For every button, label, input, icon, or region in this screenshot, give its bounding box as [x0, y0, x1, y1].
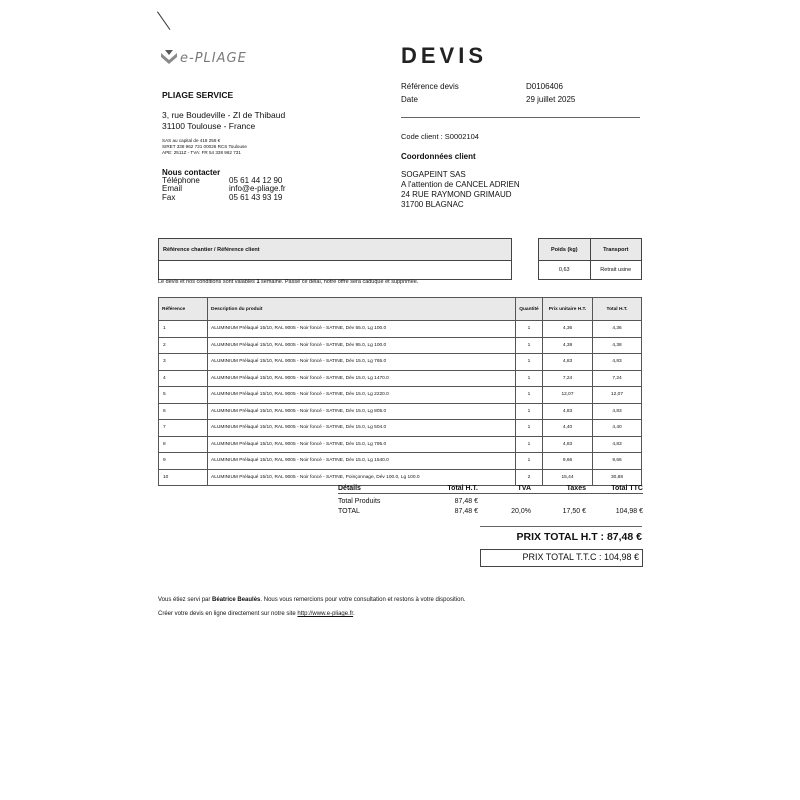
prix-total-ht: PRIX TOTAL H.T : 87,48 €	[516, 531, 642, 543]
table-row	[159, 321, 642, 338]
cell-unit-price: 4,83	[543, 354, 593, 371]
company-address-line2: 31100 Toulouse - France	[162, 121, 256, 131]
cell-reference: 7	[159, 420, 208, 437]
items-table	[158, 297, 642, 486]
client-heading: Coordonnées client	[401, 152, 476, 161]
cell-total-ht: 4,83	[593, 403, 642, 420]
footer-line2-prefix: Créer votre devis en ligne directement sur notre site	[158, 611, 298, 617]
cell-total-ht: 7,24	[593, 370, 642, 387]
website-link[interactable]: http://www.e-pliage.fr	[297, 611, 354, 617]
chantier-value	[159, 261, 512, 280]
cell-quantity: 1	[516, 403, 543, 420]
cell-quantity: 1	[516, 370, 543, 387]
cell-total-ht: 12,07	[593, 387, 642, 404]
cell-description: ALUMINIUM Prélaqué 15/10, RAL 9005 - Noir foncé - SATINE, Dév 95.0, Lg 100.0	[208, 337, 516, 354]
phone-label: Téléphone	[162, 176, 200, 185]
validity-prefix: Le devis et nos conditions sont valables	[158, 279, 257, 285]
cell-description: ALUMINIUM Prélaqué 15/10, RAL 9005 - Noir foncé - SATINE, Dév 55.0, Lg 100.0	[208, 321, 516, 338]
totals-header-total-ht: Total H.T.	[447, 484, 478, 492]
validity-duration: 1	[256, 279, 260, 285]
footer-line1	[158, 597, 466, 603]
cell-unit-price: 4,36	[543, 321, 593, 338]
table-row	[159, 337, 642, 354]
company-legal-line3: APE: 2511Z - TVA: FR 54 338 962 731	[162, 150, 241, 155]
document-title: DEVIS	[401, 43, 488, 68]
company-logo	[160, 50, 270, 68]
grand-total-divider	[480, 526, 642, 527]
cell-unit-price: 4,83	[543, 403, 593, 420]
prix-total-ttc-box	[480, 549, 643, 567]
cell-unit-price: 7,24	[543, 370, 593, 387]
footer-line1-prefix: Vous étiez servi par	[158, 597, 213, 603]
cell-total-ht: 4,83	[593, 354, 642, 371]
phone-value: 05 61 44 12 90	[229, 176, 283, 185]
fax-label: Fax	[162, 193, 176, 202]
table-row	[159, 453, 642, 470]
cell-total-ht: 4,83	[593, 436, 642, 453]
client-line3: 24 RUE RAYMOND GRIMAUD	[401, 190, 512, 199]
transport-header: Transport	[590, 239, 642, 261]
items-body	[159, 321, 642, 486]
logo-icon	[160, 50, 178, 66]
cell-reference: 1	[159, 321, 208, 338]
totals-row-products	[338, 496, 643, 506]
client-line2: A l'attention de CANCEL ADRIEN	[401, 180, 520, 189]
totals-products-taxes	[531, 496, 586, 506]
cell-reference: 6	[159, 403, 208, 420]
cell-unit-price: 4,38	[543, 337, 593, 354]
totals-total-tva: 20,0%	[511, 507, 531, 515]
totals-header-row	[338, 483, 643, 494]
totals-products-tva	[478, 496, 531, 506]
cell-unit-price: 4,83	[543, 436, 593, 453]
chantier-header: Référence chantier / Référence client	[159, 239, 512, 261]
cell-description: ALUMINIUM Prélaqué 15/10, RAL 9005 - Noir foncé - SATINE, Dév 15.0, Lg 795.0	[208, 436, 516, 453]
col-header-total-ht: Total H.T.	[593, 298, 642, 321]
date-value: 29 juillet 2025	[526, 95, 576, 104]
totals-header-tva: TVA	[517, 484, 531, 492]
footer-line2	[158, 611, 355, 617]
cell-description: ALUMINIUM Prélaqué 15/10, RAL 9005 - Noir foncé - SATINE, Dév 15.0, Lg 1540.0	[208, 453, 516, 470]
cell-unit-price: 12,07	[543, 387, 593, 404]
header-divider	[401, 117, 640, 118]
totals-header-total-ttc: Total TTC	[611, 484, 643, 492]
email-label: Email	[162, 184, 183, 193]
cell-quantity: 1	[516, 321, 543, 338]
cell-quantity: 1	[516, 436, 543, 453]
cell-quantity: 1	[516, 420, 543, 437]
company-legal-line1: SAS au capital de 418 258 €	[162, 138, 221, 143]
cell-total-ht: 4,36	[593, 321, 642, 338]
table-row	[159, 354, 642, 371]
scan-mark	[157, 11, 170, 30]
totals-total-taxes: 17,50 €	[562, 507, 586, 515]
table-row	[159, 420, 642, 437]
col-header-unit-price: Prix unitaire H.T.	[543, 298, 593, 321]
chantier-reference-table	[158, 238, 512, 280]
company-name: PLIAGE SERVICE	[162, 90, 234, 100]
cell-reference: 2	[159, 337, 208, 354]
cell-total-ht: 4,40	[593, 420, 642, 437]
cell-reference: 5	[159, 387, 208, 404]
cell-unit-price: 15,44	[543, 469, 593, 486]
totals-table	[338, 483, 643, 516]
items-header-row	[159, 298, 642, 321]
logo-text: e-PLIAGE	[180, 51, 247, 66]
company-address-line1: 3, rue Boudeville - ZI de Thibaud	[162, 110, 286, 120]
cell-total-ht: 30,88	[593, 469, 642, 486]
shipping-table	[538, 238, 642, 280]
contact-heading: Nous contacter	[162, 168, 221, 177]
totals-total-ttc: 104,98 €	[615, 507, 643, 515]
cell-quantity: 1	[516, 387, 543, 404]
totals-products-ht: 87,48 €	[454, 497, 478, 505]
table-row	[159, 370, 642, 387]
client-code: Code client : S0002104	[401, 132, 479, 141]
footer-line2-suffix: .	[353, 611, 355, 617]
email-value: info@e-pliage.fr	[229, 184, 286, 193]
col-header-quantity: Quantité	[516, 298, 543, 321]
validity-suffix: semaine. Passé ce délai, notre offre sera caduque et supprimée.	[259, 279, 419, 285]
cell-description: ALUMINIUM Prélaqué 15/10, RAL 9005 - Noir foncé - SATINE, Dév 15.0, Lg 1470.0	[208, 370, 516, 387]
cell-description: ALUMINIUM Prélaqué 15/10, RAL 9005 - Noir foncé - SATINE, Dév 15.0, Lg 504.0	[208, 420, 516, 437]
quote-ref-value: D0106406	[526, 82, 563, 91]
cell-quantity: 2	[516, 469, 543, 486]
salesperson-name: Béatrice Beaulès	[212, 597, 261, 603]
company-legal-line2: SIRET 338 962 731 00026 RCS Toulouse	[162, 144, 247, 149]
cell-description: ALUMINIUM Prélaqué 15/10, RAL 9005 - Noir foncé - SATINE, Poinçonnage, Dév 100.0, Lg 100.0	[208, 469, 516, 486]
cell-description: ALUMINIUM Prélaqué 15/10, RAL 9005 - Noir foncé - SATINE, Dév 15.0, Lg 2220.0	[208, 387, 516, 404]
date-label: Date	[401, 95, 418, 104]
cell-reference: 10	[159, 469, 208, 486]
cell-reference: 9	[159, 453, 208, 470]
cell-total-ht: 9,66	[593, 453, 642, 470]
client-line1: SOGAPEINT SAS	[401, 170, 466, 179]
validity-note	[158, 279, 418, 285]
col-header-reference: Référence	[159, 298, 208, 321]
cell-reference: 4	[159, 370, 208, 387]
weight-value: 0,63	[539, 261, 591, 280]
table-row	[159, 436, 642, 453]
cell-reference: 3	[159, 354, 208, 371]
table-row	[159, 403, 642, 420]
totals-products-ttc	[586, 496, 643, 506]
cell-unit-price: 4,40	[543, 420, 593, 437]
totals-products-label: Total Produits	[338, 497, 381, 505]
footer-line1-suffix: . Nous vous remercions pour votre consultation et restons à votre disposition.	[260, 597, 466, 603]
cell-quantity: 1	[516, 337, 543, 354]
cell-quantity: 1	[516, 354, 543, 371]
cell-description: ALUMINIUM Prélaqué 15/10, RAL 9005 - Noir foncé - SATINE, Dév 15.0, Lg 805.0	[208, 403, 516, 420]
client-line4: 31700 BLAGNAC	[401, 200, 464, 209]
totals-header-taxes: Taxes	[566, 484, 586, 492]
cell-unit-price: 9,66	[543, 453, 593, 470]
table-row	[159, 387, 642, 404]
prix-total-ttc: PRIX TOTAL T.T.C : 104,98 €	[522, 552, 639, 562]
cell-total-ht: 4,38	[593, 337, 642, 354]
cell-quantity: 1	[516, 453, 543, 470]
totals-header-details: Détails	[338, 484, 361, 492]
col-header-description: Description du produit	[208, 298, 516, 321]
cell-reference: 8	[159, 436, 208, 453]
fax-value: 05 61 43 93 19	[229, 193, 283, 202]
totals-total-label: TOTAL	[338, 507, 360, 515]
totals-total-ht: 87,48 €	[454, 507, 478, 515]
weight-header: Poids (kg)	[539, 239, 591, 261]
cell-description: ALUMINIUM Prélaqué 15/10, RAL 9005 - Noir foncé - SATINE, Dév 15.0, Lg 765.0	[208, 354, 516, 371]
totals-row-total	[338, 506, 643, 516]
transport-value: Retrait usine	[590, 261, 642, 280]
quote-ref-label: Référence devis	[401, 82, 459, 91]
